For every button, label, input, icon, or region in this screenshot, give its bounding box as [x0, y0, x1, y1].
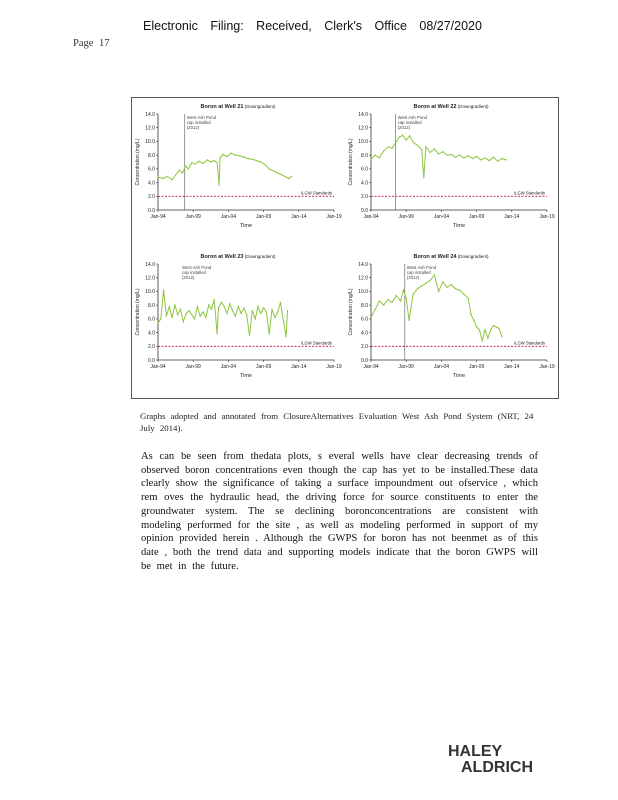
- y-tick-label: 4.0: [361, 180, 368, 187]
- x-tick-label: Jan-94: [150, 214, 166, 220]
- boron-data-point: [287, 310, 288, 311]
- boron-data-point: [185, 165, 186, 166]
- boron-data-point: [375, 154, 376, 155]
- boron-data-point: [285, 176, 286, 177]
- boron-data-point: [409, 135, 410, 136]
- cap-annotation-line: cap installed: [397, 120, 422, 125]
- y-tick-label: 12.0: [145, 275, 155, 282]
- boron-data-point: [218, 307, 219, 308]
- y-tick-label: 0.0: [361, 357, 368, 364]
- y-tick-label: 6.0: [148, 316, 155, 323]
- boron-data-point: [163, 289, 164, 290]
- y-tick-label: 14.0: [145, 261, 155, 268]
- boron-data-point: [202, 163, 203, 164]
- boron-data-point: [277, 172, 278, 173]
- boron-data-point: [375, 309, 376, 310]
- boron-data-point: [438, 153, 439, 154]
- boron-data-point: [434, 148, 435, 149]
- cap-annotation-line: (2012): [397, 125, 411, 130]
- boron-data-point: [406, 298, 407, 299]
- boron-data-point: [252, 159, 253, 160]
- boron-data-point: [277, 311, 278, 312]
- boron-data-point: [451, 284, 452, 285]
- y-tick-label: 10.0: [358, 289, 368, 296]
- boron-data-point: [506, 159, 507, 160]
- boron-data-point: [421, 285, 422, 286]
- boron-data-point: [238, 306, 239, 307]
- haley-aldrich-logo: [448, 744, 533, 776]
- x-tick-label: Jan-09: [255, 364, 272, 370]
- boron-data-point: [484, 329, 485, 330]
- y-tick-label: 4.0: [148, 330, 155, 337]
- boron-data-point: [243, 307, 244, 308]
- boron-data-point: [497, 161, 498, 162]
- y-tick-label: 12.0: [145, 125, 155, 132]
- boron-data-point: [281, 174, 282, 175]
- boron-data-point: [395, 142, 396, 143]
- boron-data-point: [274, 317, 275, 318]
- boron-data-point: [425, 283, 426, 284]
- boron-data-point: [429, 152, 430, 153]
- boron-data-point: [260, 313, 261, 314]
- x-tick-label: Jan-94: [363, 364, 379, 370]
- boron-data-point: [264, 164, 265, 165]
- boron-data-point: [198, 161, 199, 162]
- x-tick-label: Jan-99: [185, 214, 201, 220]
- y-tick-label: 8.0: [361, 302, 368, 309]
- boron-data-point: [370, 159, 371, 160]
- boron-data-point: [463, 157, 464, 158]
- boron-data-point: [484, 157, 485, 158]
- boron-data-point: [178, 170, 179, 171]
- y-tick-label: 8.0: [148, 152, 155, 159]
- boron-data-point: [472, 158, 473, 159]
- boron-data-point: [177, 314, 178, 315]
- boron-data-point: [224, 306, 225, 307]
- x-tick-label: Jan-09: [468, 214, 485, 220]
- y-tick-label: 2.0: [361, 344, 368, 351]
- x-tick-label: Jan-99: [398, 214, 414, 220]
- boron-data-point: [197, 306, 198, 307]
- x-tick-label: Jan-99: [185, 364, 201, 370]
- x-tick-label: Jan-14: [504, 214, 520, 220]
- boron-data-point: [239, 155, 240, 156]
- boron-data-point: [280, 302, 281, 303]
- boron-data-point: [271, 309, 272, 310]
- boron-data-point: [263, 307, 264, 308]
- chart-well-22: [345, 98, 558, 248]
- boron-data-point: [379, 157, 380, 158]
- logo-line-2: ALDRICH: [461, 759, 533, 776]
- boron-data-point: [406, 139, 407, 140]
- boron-data-point: [216, 333, 217, 334]
- standard-label: ILGW Standards: [514, 340, 545, 346]
- boron-data-point: [246, 314, 247, 315]
- x-tick-label: Jan-14: [291, 364, 307, 370]
- y-tick-label: 10.0: [358, 139, 368, 146]
- cap-annotation-line: cap installed: [182, 270, 206, 275]
- boron-data-point: [446, 154, 447, 155]
- chart-panel-well-24: [345, 248, 558, 398]
- boron-data-point: [235, 154, 236, 155]
- boron-data-point: [423, 177, 424, 178]
- boron-data-point: [231, 152, 232, 153]
- boron-data-point: [188, 168, 189, 169]
- cap-annotation-line: West Ash Pond: [186, 115, 217, 120]
- boron-data-point: [476, 326, 477, 327]
- boron-data-point: [417, 288, 418, 289]
- standard-label: ILGW Standards: [514, 190, 545, 196]
- boron-data-point: [493, 325, 494, 326]
- boron-data-point: [183, 321, 184, 322]
- logo-line-1: HALEY: [448, 743, 503, 760]
- x-tick-label: Jan-09: [255, 214, 272, 220]
- boron-data-point: [194, 318, 195, 319]
- boron-data-point: [473, 320, 474, 321]
- y-tick-label: 6.0: [361, 316, 368, 323]
- boron-data-point: [243, 157, 244, 158]
- y-tick-label: 10.0: [145, 139, 155, 146]
- x-tick-label: Jan-19: [326, 214, 342, 220]
- boron-data-point: [216, 162, 217, 163]
- cap-annotation-line: cap installed: [186, 120, 211, 125]
- boron-data-point: [252, 310, 253, 311]
- boron-data-point: [260, 161, 261, 162]
- boron-data-point: [160, 318, 161, 319]
- boron-data-point: [249, 335, 250, 336]
- boron-data-point: [391, 148, 392, 149]
- boron-data-point: [169, 306, 170, 307]
- boron-data-point: [489, 160, 490, 161]
- boron-data-point: [479, 329, 480, 330]
- boron-data-point: [200, 315, 201, 316]
- cap-annotation-line: West Ash Pond: [182, 265, 212, 270]
- boron-data-point: [459, 154, 460, 155]
- boron-data-point: [226, 156, 227, 157]
- boron-data-point: [266, 311, 267, 312]
- boron-data-point: [288, 178, 289, 179]
- y-tick-label: 2.0: [361, 194, 368, 201]
- boron-data-point: [186, 313, 187, 314]
- boron-data-point: [211, 309, 212, 310]
- x-tick-label: Jan-04: [220, 214, 237, 220]
- boron-data-point: [455, 157, 456, 158]
- boron-data-point: [480, 159, 481, 160]
- boron-data-point: [283, 320, 284, 321]
- boron-data-point: [210, 161, 211, 162]
- standard-label: ILGW Standards: [301, 190, 332, 196]
- y-tick-label: 12.0: [358, 125, 368, 132]
- boron-data-point: [207, 159, 208, 160]
- boron-data-point: [400, 300, 401, 301]
- y-axis-label: Concentration (mg/L): [135, 138, 141, 186]
- boron-data-point: [247, 158, 248, 159]
- boron-data-point: [482, 340, 483, 341]
- chart-panel-well-23: [132, 248, 345, 398]
- boron-data-point: [205, 317, 206, 318]
- body-paragraph: As can be seen from thedata plots, s everal wells have clear decreasing trends of observed boron concentrations even though the cap has yet to be installed.These data clearly show the significance of taking a surface impoundment out ofservice , which rem oves the hydraulic head, the driving force for source constituents to enter the groundwater system. The se declining boronconcentrations are consistent with modeling performed for the site , as well as modeling performed in support of my opinion provided herein . Although the GWPS for boron has not beenmet as of this date , both the trend data and supporting models indicate that the boron GWPS will be met in the future.: [141, 451, 538, 572]
- figure-caption: Graphs adopted and annotated from ClosureAlternatives Evaluation West Ash Pond System (NRT, 24 July 2014).: [140, 411, 534, 433]
- y-tick-label: 4.0: [148, 180, 155, 187]
- chart-title: Boron at Well 22 (Downgradient): [413, 104, 489, 110]
- y-tick-label: 10.0: [145, 289, 155, 296]
- x-tick-label: Jan-94: [150, 364, 166, 370]
- boron-data-point: [180, 309, 181, 310]
- cap-annotation-line: (2012): [186, 125, 200, 130]
- boron-data-point: [468, 155, 469, 156]
- boron-data-point: [421, 149, 422, 150]
- y-tick-label: 4.0: [361, 330, 368, 337]
- boron-data-point: [214, 299, 215, 300]
- y-axis-label: Concentration (mg/L): [348, 138, 354, 186]
- standard-label: ILGW Standards: [301, 340, 332, 346]
- boron-data-point: [191, 162, 192, 163]
- boron-data-point: [425, 146, 426, 147]
- y-tick-label: 2.0: [148, 194, 155, 201]
- boron-data-point: [396, 295, 397, 296]
- boron-trend-figure: [131, 97, 559, 399]
- boron-series-line: [158, 153, 292, 185]
- boron-data-point: [175, 174, 176, 175]
- x-tick-label: Jan-04: [220, 364, 237, 370]
- boron-data-point: [232, 310, 233, 311]
- boron-data-point: [379, 300, 380, 301]
- x-tick-label: Jan-19: [326, 364, 342, 370]
- chart-panel-well-21: [132, 98, 345, 248]
- y-axis-label: Concentration (mg/L): [135, 288, 141, 336]
- boron-data-point: [391, 302, 392, 303]
- boron-data-point: [171, 317, 172, 318]
- boron-data-point: [291, 176, 292, 177]
- boron-data-point: [166, 315, 167, 316]
- boron-data-point: [285, 336, 286, 337]
- boron-data-point: [219, 157, 220, 158]
- boron-data-point: [399, 137, 400, 138]
- boron-data-point: [257, 306, 258, 307]
- boron-data-point: [229, 303, 230, 304]
- cap-annotation-line: (2012): [182, 275, 195, 280]
- boron-data-point: [413, 294, 414, 295]
- boron-data-point: [221, 302, 222, 303]
- boron-data-point: [387, 299, 388, 300]
- page-number: Page 17: [73, 38, 110, 49]
- cap-annotation-line: West Ash Pond: [397, 115, 427, 120]
- boron-data-point: [383, 304, 384, 305]
- boron-series-line: [371, 275, 502, 341]
- boron-data-point: [463, 294, 464, 295]
- chart-well-24: [345, 248, 558, 398]
- boron-data-point: [269, 333, 270, 334]
- boron-data-point: [256, 160, 257, 161]
- boron-data-point: [413, 141, 414, 142]
- x-tick-label: Jan-14: [504, 364, 520, 370]
- x-tick-label: Jan-94: [363, 214, 379, 220]
- x-tick-label: Jan-04: [433, 364, 450, 370]
- y-tick-label: 8.0: [148, 302, 155, 309]
- boron-data-point: [468, 298, 469, 299]
- x-axis-label: Time: [239, 223, 253, 229]
- cap-annotation-line: cap installed: [406, 270, 431, 275]
- boron-data-point: [202, 311, 203, 312]
- boron-data-point: [222, 154, 223, 155]
- cap-annotation-line: (2012): [406, 275, 420, 280]
- boron-data-point: [174, 304, 175, 305]
- boron-data-point: [383, 150, 384, 151]
- y-tick-label: 14.0: [358, 261, 368, 268]
- boron-data-point: [442, 281, 443, 282]
- y-tick-label: 12.0: [358, 275, 368, 282]
- chart-well-21: [132, 98, 345, 248]
- boron-data-point: [240, 313, 241, 314]
- chart-well-23: [132, 248, 345, 398]
- cap-annotation-line: West Ash Pond: [406, 265, 437, 270]
- boron-data-point: [501, 158, 502, 159]
- boron-data-point: [235, 315, 236, 316]
- boron-data-point: [455, 288, 456, 289]
- x-tick-label: Jan-19: [539, 214, 555, 220]
- boron-data-point: [226, 313, 227, 314]
- y-tick-label: 8.0: [361, 152, 368, 159]
- boron-data-point: [162, 178, 163, 179]
- boron-data-point: [171, 179, 172, 180]
- boron-series-line: [371, 135, 506, 178]
- chart-title: Boron at Well 23 (Downgradient): [200, 254, 276, 260]
- x-tick-label: Jan-99: [398, 364, 414, 370]
- y-tick-label: 0.0: [148, 357, 155, 364]
- x-tick-label: Jan-19: [539, 364, 555, 370]
- boron-data-point: [191, 314, 192, 315]
- boron-data-point: [451, 154, 452, 155]
- electronic-filing-header: Electronic Filing: Received, Clerk's Office 08/27/2020: [143, 19, 482, 33]
- boron-data-point: [273, 170, 274, 171]
- boron-data-point: [417, 145, 418, 146]
- boron-data-point: [269, 168, 270, 169]
- y-tick-label: 6.0: [148, 166, 155, 173]
- boron-data-point: [496, 326, 497, 327]
- chart-title: Boron at Well 21 (Downgradient): [200, 104, 276, 110]
- boron-data-point: [402, 135, 403, 136]
- boron-data-point: [403, 289, 404, 290]
- boron-data-point: [490, 329, 491, 330]
- boron-data-point: [438, 291, 439, 292]
- boron-data-point: [157, 176, 158, 177]
- boron-data-point: [214, 160, 215, 161]
- boron-data-point: [387, 146, 388, 147]
- y-tick-label: 0.0: [361, 207, 368, 214]
- y-tick-label: 14.0: [145, 111, 155, 118]
- boron-data-point: [408, 320, 409, 321]
- x-tick-label: Jan-09: [468, 364, 485, 370]
- boron-data-point: [208, 304, 209, 305]
- boron-data-point: [182, 172, 183, 173]
- boron-data-point: [442, 151, 443, 152]
- y-tick-label: 6.0: [361, 166, 368, 173]
- chart-title: Boron at Well 24 (Downgradient): [413, 254, 489, 260]
- y-tick-label: 2.0: [148, 344, 155, 351]
- x-axis-label: Time: [452, 223, 466, 229]
- boron-data-point: [188, 310, 189, 311]
- x-tick-label: Jan-14: [291, 214, 307, 220]
- x-tick-label: Jan-04: [433, 214, 450, 220]
- boron-data-point: [476, 156, 477, 157]
- x-axis-label: Time: [239, 373, 253, 379]
- boron-data-point: [493, 157, 494, 158]
- y-axis-label: Concentration (mg/L): [348, 288, 354, 336]
- boron-data-point: [167, 176, 168, 177]
- boron-data-point: [219, 185, 220, 186]
- boron-data-point: [434, 274, 435, 275]
- boron-data-point: [255, 318, 256, 319]
- x-axis-label: Time: [452, 373, 466, 379]
- boron-data-point: [501, 336, 502, 337]
- boron-data-point: [446, 287, 447, 288]
- boron-data-point: [487, 337, 488, 338]
- chart-panel-well-22: [345, 98, 558, 248]
- boron-series-line: [158, 290, 288, 337]
- boron-data-point: [429, 280, 430, 281]
- y-tick-label: 14.0: [358, 111, 368, 118]
- boron-data-point: [195, 163, 196, 164]
- y-tick-label: 0.0: [148, 207, 155, 214]
- boron-data-point: [370, 317, 371, 318]
- boron-data-point: [470, 314, 471, 315]
- boron-data-point: [459, 289, 460, 290]
- boron-data-point: [157, 322, 158, 323]
- boron-data-point: [498, 328, 499, 329]
